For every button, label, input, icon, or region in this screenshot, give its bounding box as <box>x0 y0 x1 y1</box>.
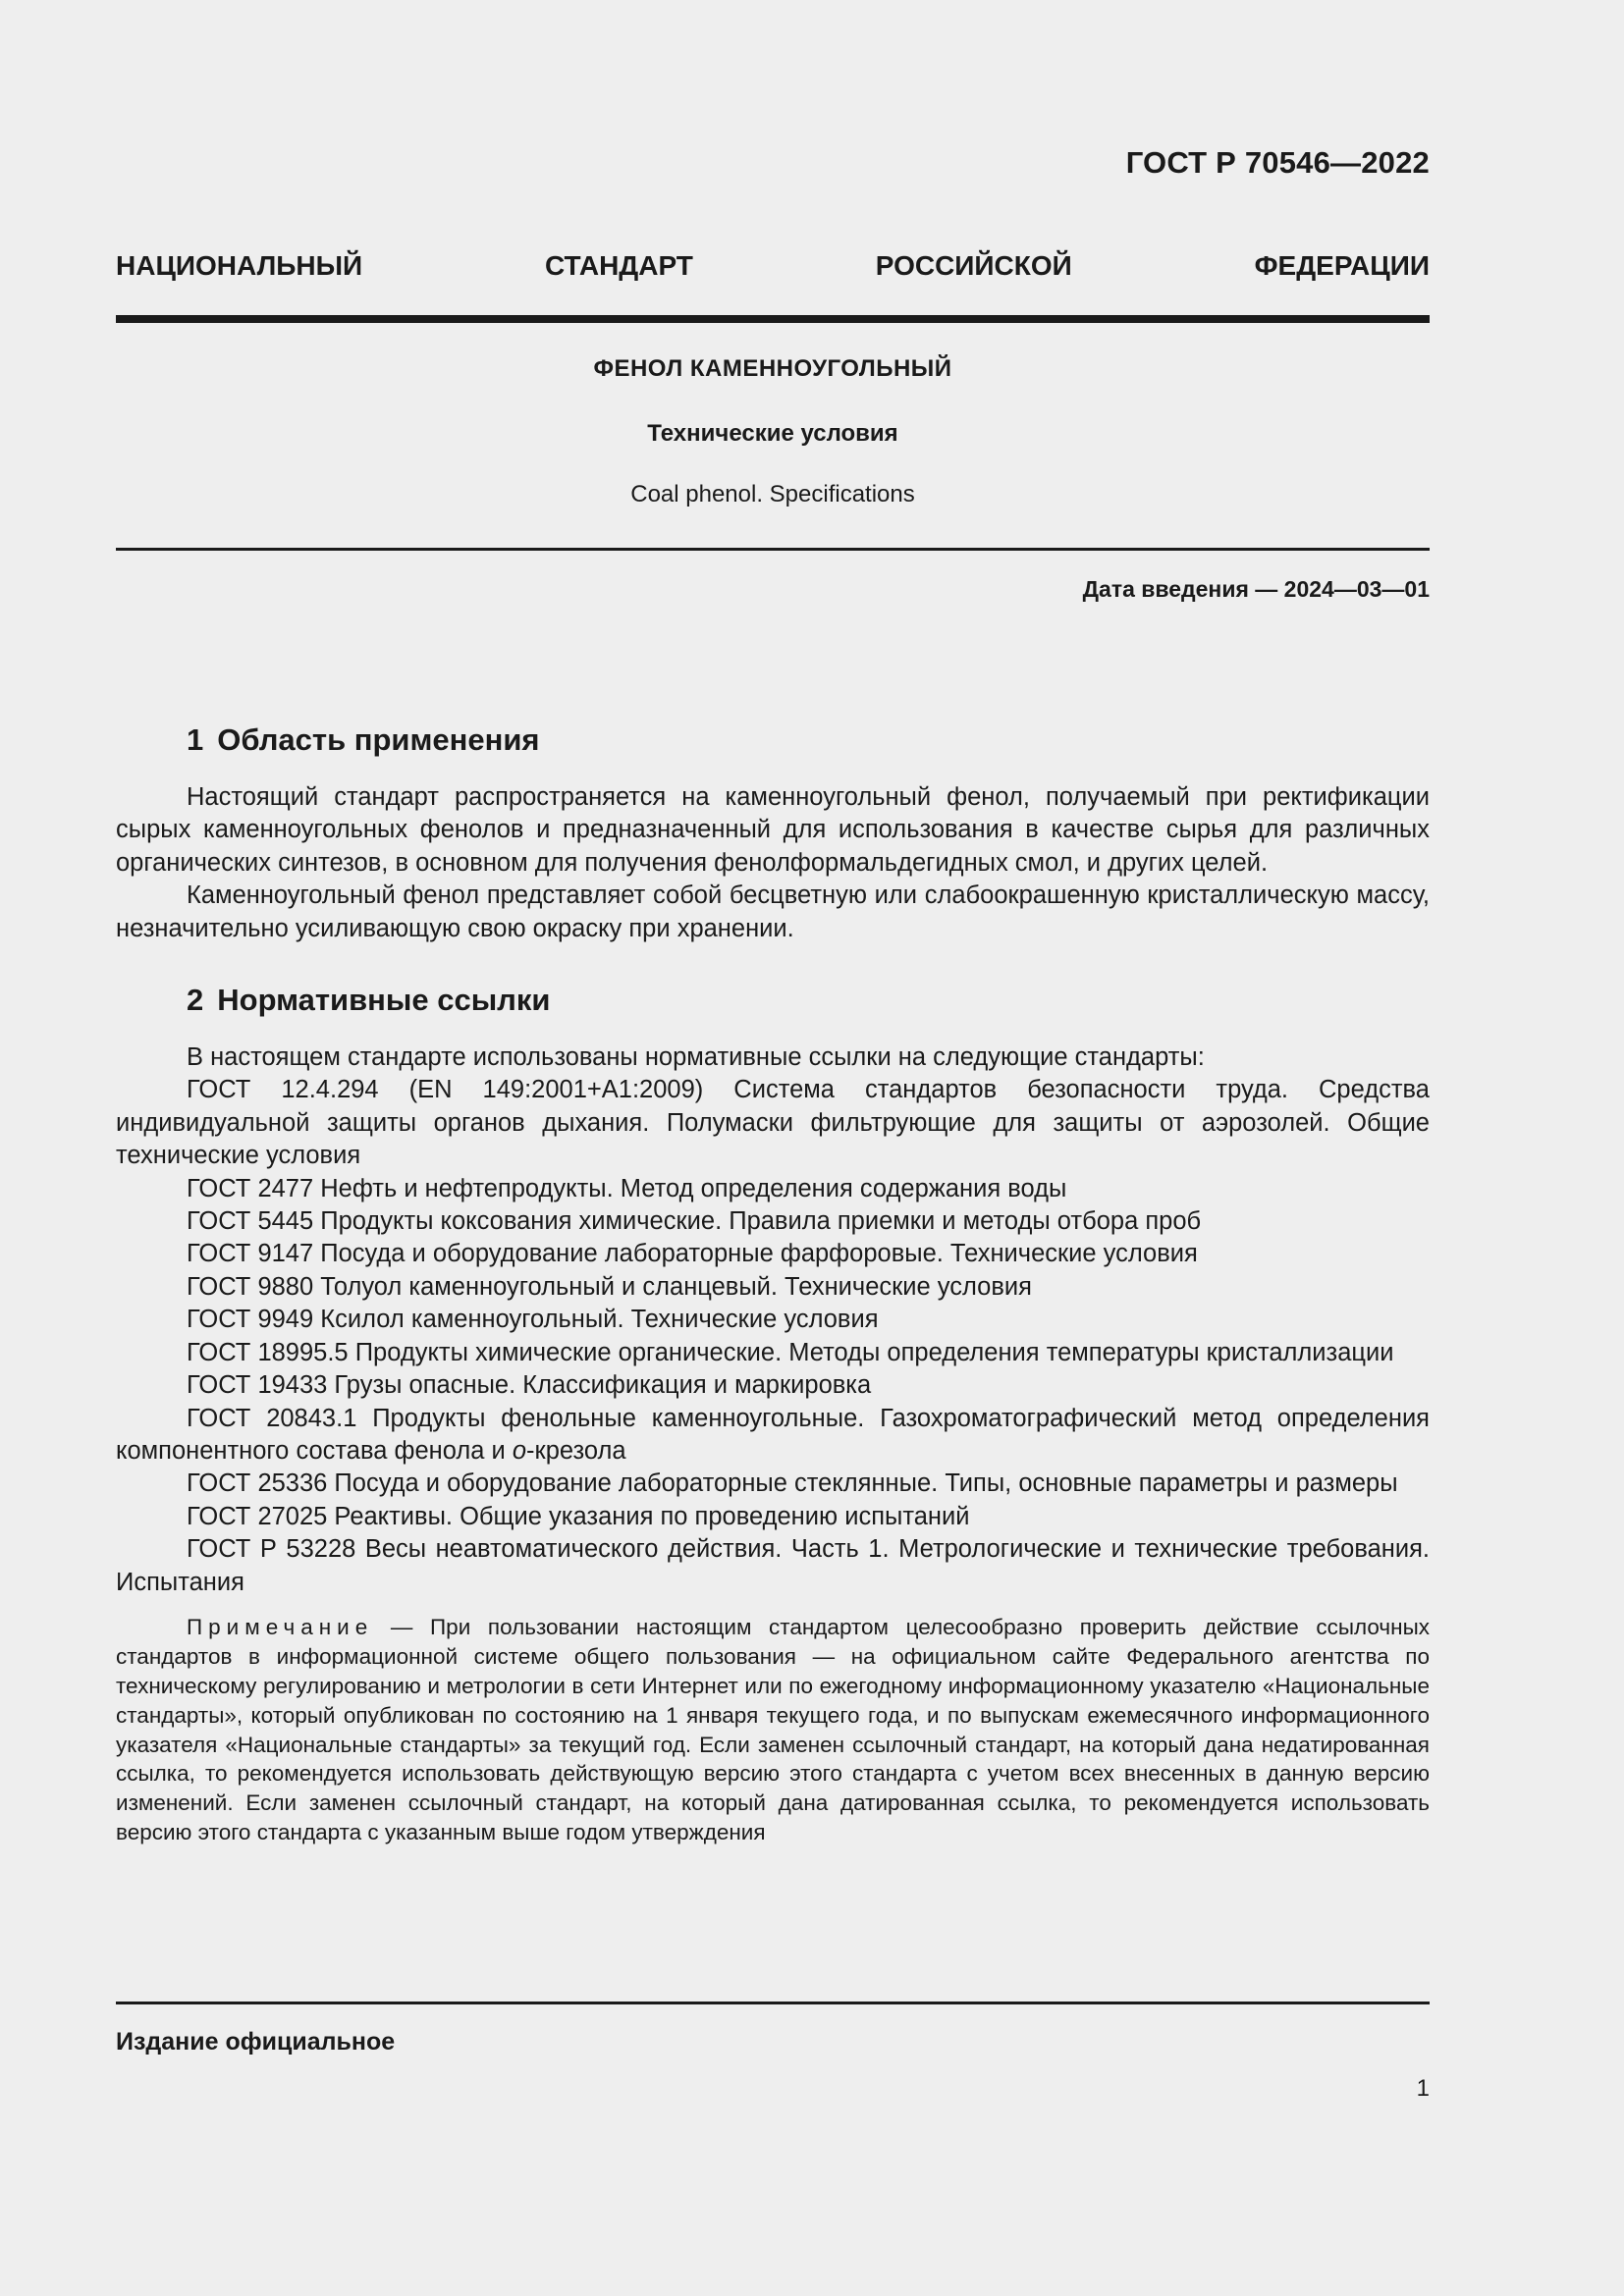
reference-item: ГОСТ 9147 Посуда и оборудование лабораторные фарфоровые. Технические условия <box>187 1240 1198 1268</box>
national-title-word: НАЦИОНАЛЬНЫЙ <box>116 250 363 281</box>
section-1-heading <box>116 719 1430 762</box>
reference-item: ГОСТ 19433 Грузы опасные. Классификация и маркировка <box>187 1371 872 1400</box>
document-body <box>116 719 1430 1847</box>
edition-label: Издание официальное <box>116 2028 396 2056</box>
section-title: Нормативные ссылки <box>217 983 551 1018</box>
reference-item <box>116 1403 1430 1468</box>
national-standard-title <box>116 250 1430 282</box>
reference-item: ГОСТ Р 53228 Весы неавтоматического действия. Часть 1. Метрологические и технические требования. Испытания <box>116 1535 1430 1596</box>
note <box>116 1613 1430 1847</box>
introduction-date: Дата введения — 2024—03—01 <box>1082 576 1430 602</box>
section-2-heading <box>116 979 1430 1022</box>
section-number: 2 <box>187 983 204 1018</box>
section-number: 1 <box>187 722 204 757</box>
doc-number: ГОСТ Р 70546—2022 <box>1125 145 1430 180</box>
national-title-word: ФЕДЕРАЦИИ <box>1254 250 1430 281</box>
paragraph: Настоящий стандарт распространяется на каменноугольный фенол, получаемый при ректификации сырых каменноугольных фенолов и предназначенный для использования в качестве сырья для различных органических синтезов, в основном для получения фенолформальдегидных смол, и других целей. <box>116 783 1430 877</box>
note-text: — При пользовании настоящим стандартом целесообразно проверить действие ссылочных стандартов в информационной системе общего пользования — на официальном сайте Федерального агентства по техническому регулированию и метрологии в сети Интернет или по ежегодному информационному указателю «Национальные стандарты», который опубликован по состоянию на 1 января текущего года, и по выпускам ежемесячного информационного указателя «Национальные стандарты» за текущий год. Если заменен ссылочный стандарт, на который дана недатированная ссылка, то рекомендуется использовать действующую версию этого стандарта с учетом всех внесенных в данную версию изменений. Если заменен ссылочный стандарт, на который дана датированная ссылка, то рекомендуется использовать версию этого стандарта с указанным выше годом утверждения <box>116 1614 1430 1845</box>
reference-item: ГОСТ 18995.5 Продукты химические органические. Методы определения температуры кристаллизации <box>187 1338 1394 1366</box>
reference-item: ГОСТ 12.4.294 (EN 149:2001+A1:2009) Система стандартов безопасности труда. Средства индивидуальной защиты органов дыхания. Полумаски фильтрующие для защиты от аэрозолей. Общие технические условия <box>116 1076 1430 1170</box>
doc-title: ФЕНОЛ КАМЕННОУГОЛЬНЫЙ <box>593 355 952 382</box>
reference-text: ГОСТ 20843.1 Продукты фенольные каменноугольные. Газохроматографический метод определения компонентного состава фенола и <box>116 1404 1430 1465</box>
section-title: Область применения <box>217 722 540 757</box>
paragraph: В настоящем стандарте использованы нормативные ссылки на следующие стандарты: <box>187 1043 1205 1072</box>
paragraph: Каменноугольный фенол представляет собой бесцветную или слабоокрашенную кристаллическую массу, незначительно усиливающую свою окраску при хранении. <box>116 881 1430 942</box>
header-divider <box>116 315 1430 323</box>
reference-item: ГОСТ 27025 Реактивы. Общие указания по проведению испытаний <box>187 1502 970 1530</box>
reference-item: ГОСТ 9949 Ксилол каменноугольный. Технические условия <box>187 1306 879 1334</box>
national-title-word: СТАНДАРТ <box>545 250 693 281</box>
reference-italic: о <box>512 1436 527 1465</box>
reference-item: ГОСТ 9880 Толуол каменноугольный и сланцевый. Технические условия <box>187 1272 1032 1301</box>
national-title-word: РОССИЙСКОЙ <box>875 250 1072 281</box>
reference-item: ГОСТ 2477 Нефть и нефтепродукты. Метод определения содержания воды <box>187 1174 1067 1202</box>
doc-subtitle-english: Coal phenol. Specifications <box>630 481 915 507</box>
reference-text: -крезола <box>526 1436 626 1465</box>
footer-divider <box>116 2002 1430 2004</box>
page-number: 1 <box>1416 2075 1430 2102</box>
reference-item: ГОСТ 5445 Продукты коксования химические. Правила приемки и методы отбора проб <box>187 1207 1202 1236</box>
title-divider <box>116 548 1430 551</box>
doc-subtitle: Технические условия <box>647 420 898 447</box>
reference-item: ГОСТ 25336 Посуда и оборудование лабораторные стеклянные. Типы, основные параметры и размеры <box>187 1469 1398 1498</box>
note-label: Примечание <box>187 1614 374 1639</box>
